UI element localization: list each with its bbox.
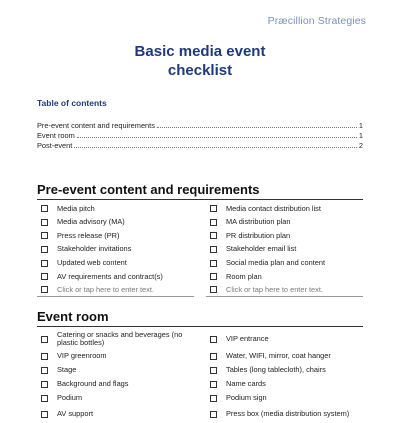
toc-leader [157,127,357,128]
checklist-item[interactable]: Water, WIFI, mirror, coat hanger [206,349,363,363]
checklist-item[interactable]: Media pitch [37,202,194,216]
checkbox[interactable] [41,367,48,374]
checklist-item[interactable]: Room plan [206,270,363,284]
checklist-item[interactable]: PR distribution plan [206,229,363,243]
section-heading-pre-event: Pre-event content and requirements [37,182,260,197]
toc-heading: Table of contents [37,98,107,108]
checklist-item[interactable]: Podium [37,391,194,405]
checkbox[interactable] [210,286,217,293]
brand-name: Præcillion Strategies [267,15,366,27]
checklist-item[interactable]: Media contact distribution list [206,202,363,216]
checkbox[interactable] [210,395,217,402]
toc-entry-label: Event room [37,131,75,140]
checkbox[interactable] [210,246,217,253]
checklist-item[interactable]: VIP entrance [206,329,363,349]
checkbox[interactable] [210,260,217,267]
checklist-item[interactable]: Press release (PR) [37,229,194,243]
checkbox[interactable] [210,232,217,239]
checklist-item[interactable]: Background and flags [37,377,194,391]
checkbox[interactable] [210,336,217,343]
checkbox[interactable] [41,336,48,343]
checkbox[interactable] [41,395,48,402]
checkbox[interactable] [210,205,217,212]
table-of-contents [37,121,363,151]
checklist-item[interactable]: AV support [37,405,194,423]
checkbox[interactable] [41,411,48,418]
checklist-item[interactable]: Social media plan and content [206,256,363,270]
text-entry-field[interactable]: Click or tap here to enter text. [37,284,194,298]
text-entry-field[interactable]: Click or tap here to enter text. [206,284,363,298]
toc-entry-page: 2 [358,141,363,150]
checkbox[interactable] [41,232,48,239]
pre-event-checklist [37,202,363,297]
checklist-item[interactable]: Stage [37,363,194,377]
section-heading-event-room: Event room [37,309,109,324]
checkbox[interactable] [41,273,48,280]
checkbox[interactable] [41,260,48,267]
checklist-item[interactable]: Stakeholder email list [206,243,363,257]
title-line-2: checklist [167,62,233,79]
checkbox[interactable] [210,219,217,226]
event-room-checklist [37,329,363,423]
checklist-item[interactable]: MA distribution plan [206,216,363,230]
checklist-item[interactable]: AV requirements and contract(s) [37,270,194,284]
toc-entry-page: 1 [358,131,363,140]
checklist-item[interactable]: Name cards [206,377,363,391]
checklist-item[interactable]: Catering or snacks and beverages (no plastic bottles) [37,329,194,349]
toc-entry[interactable] [37,121,363,131]
checkbox[interactable] [210,411,217,418]
toc-entry-page: 1 [358,121,363,130]
checkbox[interactable] [41,353,48,360]
checkbox[interactable] [41,286,48,293]
checklist-item[interactable]: VIP greenroom [37,349,194,363]
section-divider [37,199,363,200]
checkbox[interactable] [210,367,217,374]
checklist-item[interactable]: Stakeholder invitations [37,243,194,257]
checkbox[interactable] [210,353,217,360]
checklist-item[interactable]: Media advisory (MA) [37,216,194,230]
checklist-item[interactable]: Press box (media distribution system) [206,405,363,423]
section-divider [37,326,363,327]
checkbox[interactable] [41,205,48,212]
toc-leader [74,147,357,148]
checklist-item[interactable]: Tables (long tablecloth), chairs [206,363,363,377]
checkbox[interactable] [41,381,48,388]
checkbox[interactable] [210,273,217,280]
document-title [0,42,400,80]
checkbox[interactable] [210,381,217,388]
toc-leader [77,137,357,138]
toc-entry[interactable] [37,141,363,151]
checklist-item[interactable]: Podium sign [206,391,363,405]
checklist-item[interactable]: Updated web content [37,256,194,270]
toc-entry-label: Post-event [37,141,73,150]
toc-entry[interactable] [37,131,363,141]
checkbox[interactable] [41,246,48,253]
title-line-1: Basic media event [134,43,266,60]
checkbox[interactable] [41,219,48,226]
toc-entry-label: Pre-event content and requirements [37,121,155,130]
